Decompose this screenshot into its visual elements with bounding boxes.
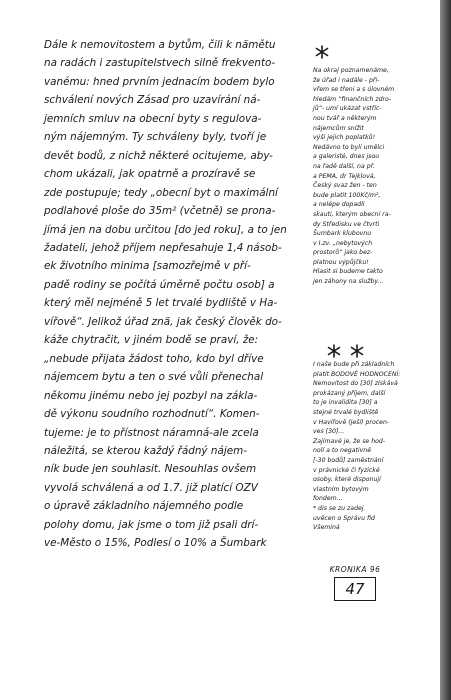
margin-note-line: ves [30]...: [313, 428, 345, 436]
margin-note-line: stejné trvalé bydliště: [313, 408, 379, 416]
text-line: který měl nejméně 5 let trvalé bydliště v Ha-: [44, 297, 278, 310]
text-line: jemních smluv na obecní byty s regulova-: [44, 112, 262, 125]
text-line: káže chytračit, v jiném bodě se praví, že:: [44, 334, 259, 347]
text-line: chom ukázali, jak opatrně a prozíravě se: [44, 168, 256, 181]
margin-note-line: to je invalidita [30] a: [313, 399, 378, 407]
margin-note-line: skauti, kterým obecní ra-: [313, 210, 391, 218]
margin-note-line: [-30 bodů] zaměstnání: [313, 456, 384, 464]
text-line: ným nájemným. Ty schváleny byly, tvoří je: [44, 131, 267, 144]
margin-note-line: a PEMA, dr Tejklová,: [313, 172, 376, 180]
text-line: vířově“. Jelikož úřad znä, jak český člověk do-: [44, 315, 282, 328]
margin-note-top: [313, 66, 413, 287]
margin-note-line: na řadě další, na př.: [313, 162, 375, 170]
margin-note-line: * dis se zu zadej: [313, 504, 364, 512]
text-line: tujeme: je to přístnost náramná-ale zcela: [44, 426, 259, 439]
margin-note-line: Český svaz žen - ten: [313, 182, 377, 190]
text-line: ník bude jen souhlasit. Nesouhlas ovšem: [44, 463, 257, 476]
text-line: schválení nových Zásad pro uzavírání ná-: [44, 94, 261, 107]
text-line: někomu jinému nebo jej pozbyl na zákla-: [44, 389, 258, 402]
margin-note-line: Na okraj poznamenáme,: [313, 67, 389, 74]
text-line: na radách i zastupitelstvech silně frekvento-: [44, 57, 276, 70]
margin-note-line: hledám “finančních zdro-: [313, 95, 392, 103]
margin-note-line: Nemovitost do [30] získává: [313, 380, 398, 388]
page-footer: [320, 565, 390, 601]
margin-note-bottom: [313, 360, 413, 533]
text-line: „nebude přijata žádost toho, kdo byl dříve: [44, 352, 264, 365]
margin-note-line: nájemcům snížit: [313, 124, 364, 132]
margin-note-line: Hlasit si budeme takto: [313, 268, 383, 276]
text-line: Dále k nemovitostem a bytům, čili k nămětu: [44, 39, 276, 51]
text-line: vyvolá schválená a od 1.7. již platící OZV: [44, 481, 258, 494]
text-line: žadateli, jehož příjem nepřesahuje 1,4 násob-: [44, 241, 282, 254]
text-line: devět bodů, z nichž některé ocitujeme, aby-: [44, 149, 273, 162]
margin-note-line: Všeminá: [313, 524, 340, 532]
page-number: 47: [334, 577, 376, 601]
margin-note-line: osoby, které disponují: [313, 476, 381, 484]
text-line: náležitá, se kterou každý řádný nájem-: [44, 444, 247, 457]
main-handwritten-text: [44, 36, 302, 553]
text-line: o úpravě základního nájemného podle: [44, 500, 244, 513]
margin-note-line: Šumbark klubovnu: [313, 230, 372, 238]
margin-note-line: v právnické či fyzické: [313, 466, 380, 474]
text-line: zde postupuje; tedy „obecní byt o maximální: [44, 186, 278, 199]
asterisk-mark-icon: [315, 44, 329, 63]
margin-note-line: a nelépe dopadli: [313, 201, 365, 209]
text-line: ek životního minima [samozřejmě v pří-: [44, 260, 251, 273]
margin-note-line: platit BODOVÉ HODNOCENÍ:: [313, 370, 401, 378]
text-line: padě rodiny se počítá úměrně počtu osob] a: [44, 278, 275, 291]
margin-note-line: I naše bude při základních: [313, 361, 395, 368]
margin-note-line: v Havířově (ješí) procen-: [313, 418, 390, 426]
margin-note-line: vřem se třeni a s úlovném: [313, 86, 395, 94]
chronicle-label: KRONIKA 96: [329, 565, 381, 574]
margin-note-line: jů“- umí ukázat vstříc-: [313, 105, 382, 113]
book-binding-edge: [440, 0, 451, 700]
text-line: jímá jen na dobu určitou [do jed roku], a to jen: [44, 223, 287, 236]
margin-note-line: platnou výpůjčku!: [313, 258, 369, 266]
margin-note-line: vlastním bytovým: [313, 485, 369, 493]
margin-note-line: nolí a to negativně: [313, 447, 372, 455]
margin-note-line: Zajímavé je, že se hod-: [313, 437, 386, 445]
margin-note-line: Nedávno to byli umělci: [313, 143, 385, 151]
text-line: dě výkonu soudního rozhodnutí“. Komen-: [44, 408, 260, 421]
margin-note-line: a galeristé, dnes jsou: [313, 153, 380, 161]
margin-note-line: jen záhony na služby...: [313, 278, 384, 286]
margin-note-line: fondem...: [313, 495, 343, 503]
margin-note-line: bude platit 100Kč/m²,: [313, 191, 381, 199]
margin-note-line: prostorů“ jako bez-: [313, 249, 373, 257]
margin-note-line: dy Středisku ve čtvrti: [313, 220, 380, 228]
margin-note-line: že úřad i nadále - při-: [313, 76, 380, 84]
text-line: nájemcem bytu a ten o své vůli přenechal: [44, 371, 264, 384]
text-line: polohy domu, jak jsme o tom již psali drí-: [44, 518, 259, 531]
text-line: vanému: hned prvním jednacím bodem bylo: [44, 75, 275, 88]
text-line: ve-Město o 15%, Podlesí o 10% a Šumbark: [44, 537, 267, 550]
margin-note-line: v I.zv. „nebytových: [313, 239, 373, 247]
margin-note-line: nou tvář a některým: [313, 114, 377, 122]
margin-note-line: uvěcen o Správu fid: [313, 514, 375, 522]
margin-note-line: výši jejich poplatků!: [313, 134, 376, 142]
margin-note-line: prokázaný příjem, další: [313, 389, 386, 397]
text-line: podlahové ploše do 35m² (včetně) se prona-: [44, 205, 276, 218]
